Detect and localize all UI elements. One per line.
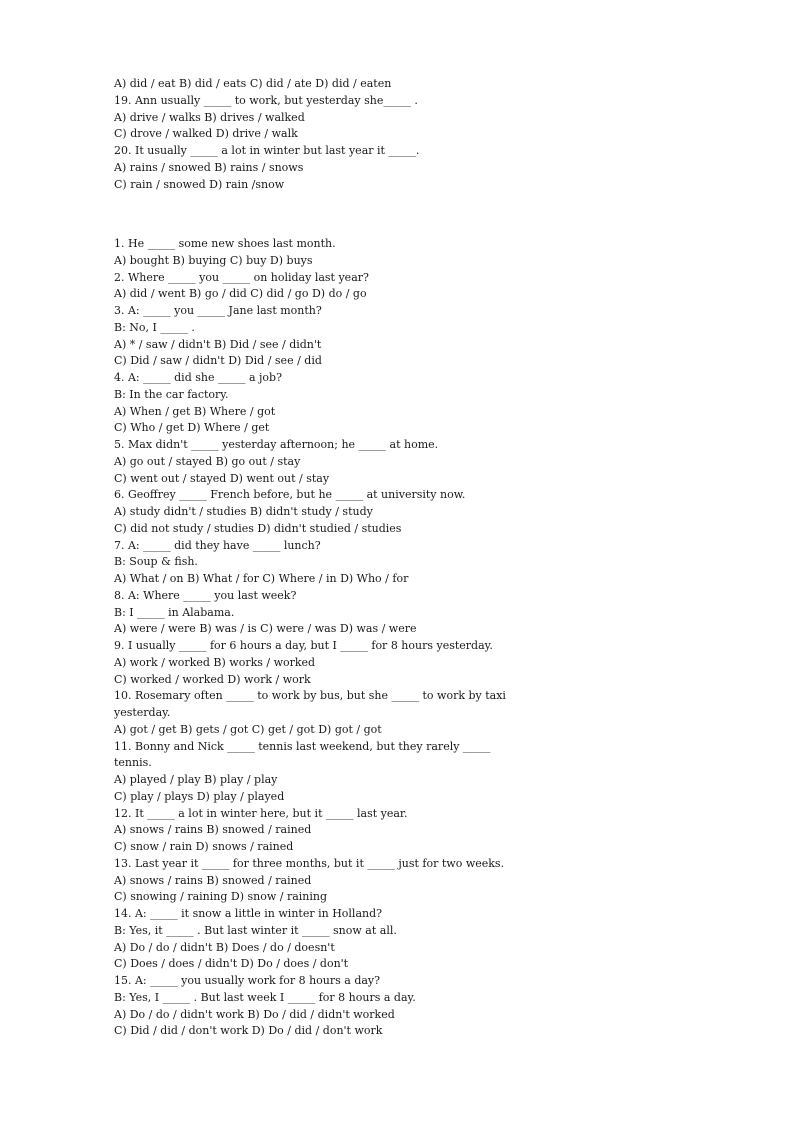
- text-line: C) snow / rain D) snows / rained: [114, 840, 294, 853]
- text-line: yesterday.: [114, 706, 171, 719]
- text-line: B: In the car factory.: [114, 387, 229, 401]
- text-line: 10. Rosemary often _____ to work by bus, but she _____ to work by taxi: [114, 689, 506, 703]
- text-line: C) went out / stayed D) went out / stay: [114, 471, 330, 485]
- text-line: C) Does / does / didn't D) Do / does / don't: [114, 957, 349, 971]
- text-line: C) Who / get D) Where / get: [114, 421, 270, 435]
- text-line: 12. It _____ a lot in winter here, but it _____ last year.: [114, 806, 408, 820]
- text-line: B: I _____ in Alabama.: [114, 605, 235, 619]
- text-line: B: Yes, I _____ . But last week I _____ for 8 hours a day.: [114, 990, 416, 1004]
- text-line: C) snowing / raining D) snow / raining: [114, 890, 328, 904]
- text-line: A) were / were B) was / is C) were / was D) was / were: [114, 622, 417, 636]
- text-line: 15. A: _____ you usually work for 8 hours a day?: [114, 974, 381, 987]
- text-line: A) snows / rains B) snowed / rained: [114, 823, 312, 837]
- text-line: A) rains / snowed B) rains / snows: [114, 160, 304, 174]
- text-line: 9. I usually _____ for 6 hours a day, but I _____ for 8 hours yesterday.: [114, 639, 493, 652]
- text-line: A) bought B) buying C) buy D) buys: [114, 253, 313, 267]
- text-line: B: Soup & fish.: [114, 555, 198, 569]
- text-line: A) When / get B) Where / got: [114, 404, 276, 418]
- text-line: B: Yes, it _____ . But last winter it _____ snow at all.: [114, 923, 397, 937]
- text-line: A) did / went B) go / did C) did / go D) do / go: [114, 287, 367, 301]
- text-line: A) work / worked B) works / worked: [114, 655, 316, 669]
- text-line: A) drive / walks B) drives / walked: [114, 110, 305, 124]
- text-line: 4. A: _____ did she _____ a job?: [114, 371, 282, 384]
- text-line: A) Do / do / didn't work B) Do / did / didn't worked: [114, 1007, 395, 1021]
- text-line: A) go out / stayed B) go out / stay: [114, 454, 301, 468]
- text-line: A) did / eat B) did / eats C) did / ate D) did / eaten: [114, 77, 392, 90]
- text-line: 2. Where _____ you _____ on holiday last year?: [114, 270, 369, 284]
- text-line: 5. Max didn't _____ yesterday afternoon; he _____ at home.: [114, 438, 439, 451]
- text-line: tennis.: [114, 756, 152, 770]
- text-line: A) Do / do / didn't B) Does / do / doesn't: [114, 940, 335, 954]
- questions-block-continued: [114, 76, 674, 193]
- text-line: C) Did / did / don't work D) Do / did / don't work: [114, 1024, 383, 1038]
- text-line: C) rain / snowed D) rain /snow: [114, 177, 285, 191]
- text-line: C) Did / saw / didn't D) Did / see / did: [114, 354, 322, 368]
- text-line: A) What / on B) What / for C) Where / in D) Who / for: [114, 572, 409, 585]
- text-line: 14. A: _____ it snow a little in winter in Holland?: [114, 907, 383, 920]
- text-line: C) drove / walked D) drive / walk: [114, 127, 298, 141]
- text-line: 13. Last year it _____ for three months, but it _____ just for two weeks.: [114, 856, 505, 870]
- text-line: 3. A: _____ you _____ Jane last month?: [114, 304, 322, 317]
- text-line: A) played / play B) play / play: [114, 773, 278, 786]
- text-line: A) snows / rains B) snowed / rained: [114, 873, 312, 887]
- text-line: A) study didn't / studies B) didn't study / study: [114, 505, 373, 518]
- text-line: 8. A: Where _____ you last week?: [114, 588, 297, 602]
- text-line: C) did not study / studies D) didn't studied / studies: [114, 521, 402, 535]
- text-line: 1. He _____ some new shoes last month.: [114, 237, 336, 250]
- text-line: 19. Ann usually _____ to work, but yesterday she_____ .: [114, 93, 418, 107]
- text-line: 7. A: _____ did they have _____ lunch?: [114, 538, 321, 552]
- text-line: A) got / get B) gets / got C) get / got D) got / got: [114, 722, 382, 736]
- text-line: C) play / plays D) play / played: [114, 789, 285, 803]
- text-line: 6. Geoffrey _____ French before, but he _____ at university now.: [114, 488, 466, 502]
- text-line: C) worked / worked D) work / work: [114, 672, 311, 686]
- text-line: 11. Bonny and Nick _____ tennis last weekend, but they rarely _____: [114, 739, 491, 753]
- text-line: B: No, I _____ .: [114, 320, 195, 334]
- questions-block-main: [114, 236, 674, 1040]
- text-line: 20. It usually _____ a lot in winter but last year it _____.: [114, 144, 420, 157]
- text-line: A) * / saw / didn't B) Did / see / didn't: [114, 337, 322, 351]
